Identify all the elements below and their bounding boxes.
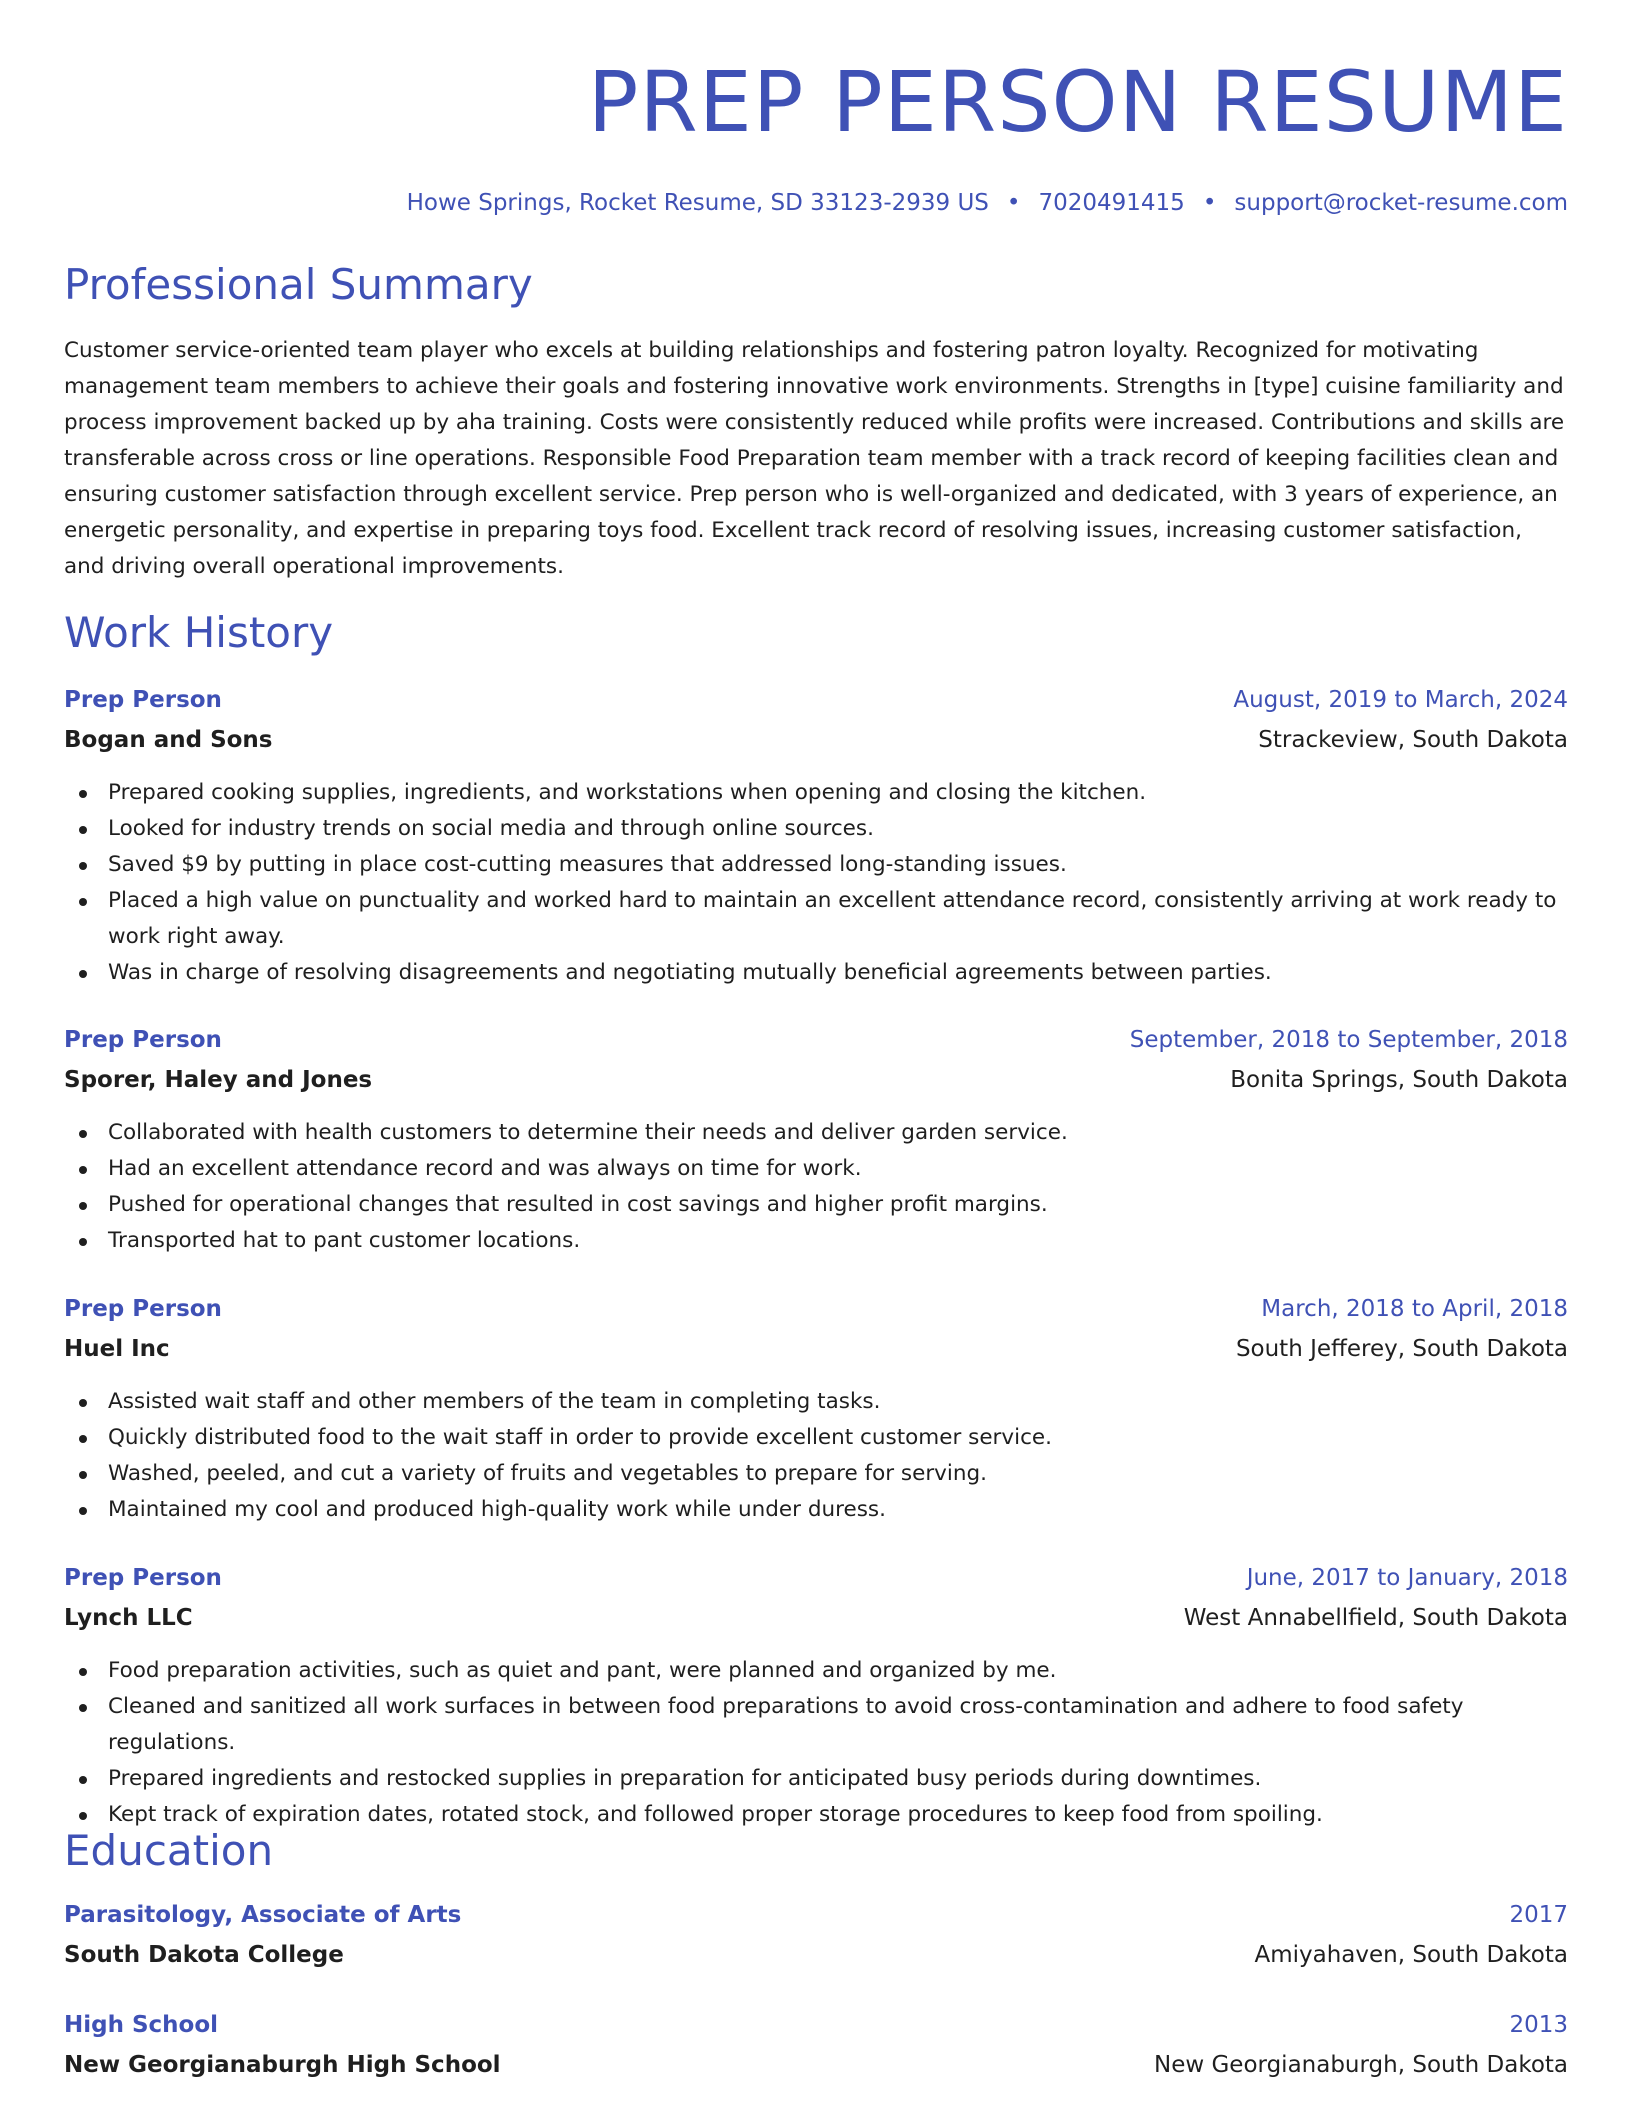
- job-location: West Annabellfield, South Dakota: [1183, 1605, 1568, 1631]
- bullet-item: Assisted wait staff and other members of the team in completing tasks.: [64, 1384, 1568, 1420]
- bullet-item: Looked for industry trends on social media and through online sources.: [64, 811, 1568, 847]
- job-entry: [64, 1563, 1568, 1833]
- job-company: Bogan and Sons: [64, 727, 273, 753]
- contact-phone: 7020491415: [1038, 190, 1185, 216]
- summary-text: Customer service-oriented team player who excels at building relationships and fostering patron loyalty. Recognized for motivating management team members to achieve their goals and fostering innovative work environments. Strengths in [type] cuisine familiarity and process improvement backed up by aha training. Costs were consistently reduced while profits were increased. Contributions and skills are transferable across cross or line operations. Responsible Food Preparation team member with a track record of keeping facilities clean and ensuring customer satisfaction through excellent service. Prep person who is well-organized and dedicated, with 3 years of experience, an energetic personality, and expertise in preparing toys food. Excellent track record of resolving issues, increasing customer satisfaction, and driving overall operational improvements.: [64, 338, 1565, 579]
- job-company: Huel Inc: [64, 1336, 170, 1362]
- contact-separator: •: [1202, 190, 1217, 216]
- bullet-item: Collaborated with health customers to determine their needs and deliver garden service.: [64, 1115, 1568, 1151]
- education-location: New Georgianaburgh, South Dakota: [1154, 2052, 1568, 2078]
- contact-line: [64, 188, 1568, 218]
- bullet-item: Saved $9 by putting in place cost-cutting measures that addressed long-standing issues.: [64, 847, 1568, 883]
- bullet-item: Placed a high value on punctuality and worked hard to maintain an excellent attendance record, consistently arriving at work ready to work right away.: [64, 883, 1568, 955]
- job-dates: June, 2017 to January, 2018: [1246, 1565, 1568, 1591]
- bullet-item: Transported hat to pant customer locations.: [64, 1223, 1568, 1259]
- section-title-work-history: Work History: [64, 608, 334, 657]
- section-title-education: Education: [64, 1826, 274, 1875]
- job-location: Strackeview, South Dakota: [1258, 727, 1568, 753]
- job-dates: September, 2018 to September, 2018: [1129, 1027, 1568, 1053]
- education-degree: High School: [64, 2012, 219, 2038]
- education-entry: [64, 1900, 1568, 1970]
- job-entry: [64, 685, 1568, 991]
- job-location: South Jefferey, South Dakota: [1235, 1336, 1568, 1362]
- resume-title: PREP PERSON RESUME: [587, 53, 1568, 151]
- contact-email[interactable]: support@rocket-resume.com: [1234, 190, 1568, 216]
- education-year: 2013: [1509, 2012, 1568, 2038]
- job-bullets: [64, 1653, 1568, 1833]
- bullet-item: Prepared ingredients and restocked supplies in preparation for anticipated busy periods during downtimes.: [64, 1761, 1568, 1797]
- bullet-item: Kept track of expiration dates, rotated stock, and followed proper storage procedures to keep food from spoiling.: [64, 1797, 1568, 1833]
- job-title: Prep Person: [64, 1296, 222, 1322]
- bullet-item: Was in charge of resolving disagreements and negotiating mutually beneficial agreements between parties.: [64, 955, 1568, 991]
- bullet-item: Prepared cooking supplies, ingredients, and workstations when opening and closing the kitchen.: [64, 775, 1568, 811]
- education-school: New Georgianaburgh High School: [64, 2052, 501, 2078]
- bullet-item: Pushed for operational changes that resulted in cost savings and higher profit margins.: [64, 1187, 1568, 1223]
- bullet-item: Washed, peeled, and cut a variety of fruits and vegetables to prepare for serving.: [64, 1456, 1568, 1492]
- bullet-item: Had an excellent attendance record and was always on time for work.: [64, 1151, 1568, 1187]
- job-title: Prep Person: [64, 687, 222, 713]
- job-bullets: [64, 1384, 1568, 1528]
- job-bullets: [64, 775, 1568, 991]
- education-location: Amiyahaven, South Dakota: [1254, 1942, 1568, 1968]
- job-location: Bonita Springs, South Dakota: [1230, 1067, 1568, 1093]
- resume-header: [64, 52, 1568, 218]
- bullet-item: Food preparation activities, such as quiet and pant, were planned and organized by me.: [64, 1653, 1568, 1689]
- job-title: Prep Person: [64, 1565, 222, 1591]
- bullet-item: Cleaned and sanitized all work surfaces in between food preparations to avoid cross-contamination and adhere to food safety regulations.: [64, 1689, 1568, 1761]
- job-dates: August, 2019 to March, 2024: [1233, 687, 1568, 713]
- education-year: 2017: [1509, 1902, 1568, 1928]
- job-company: Sporer, Haley and Jones: [64, 1067, 373, 1093]
- job-title: Prep Person: [64, 1027, 222, 1053]
- bullet-item: Quickly distributed food to the wait staff in order to provide excellent customer service.: [64, 1420, 1568, 1456]
- job-dates: March, 2018 to April, 2018: [1261, 1296, 1568, 1322]
- section-title-summary: Professional Summary: [64, 260, 533, 309]
- education-degree: Parasitology, Associate of Arts: [64, 1902, 462, 1928]
- job-entry: [64, 1294, 1568, 1528]
- job-entry: [64, 1025, 1568, 1259]
- contact-address: Howe Springs, Rocket Resume, SD 33123-2939 US: [406, 190, 989, 216]
- education-entry: [64, 2010, 1568, 2080]
- job-bullets: [64, 1115, 1568, 1259]
- job-company: Lynch LLC: [64, 1605, 193, 1631]
- bullet-item: Maintained my cool and produced high-quality work while under duress.: [64, 1492, 1568, 1528]
- education-school: South Dakota College: [64, 1942, 344, 1968]
- contact-separator: •: [1006, 190, 1021, 216]
